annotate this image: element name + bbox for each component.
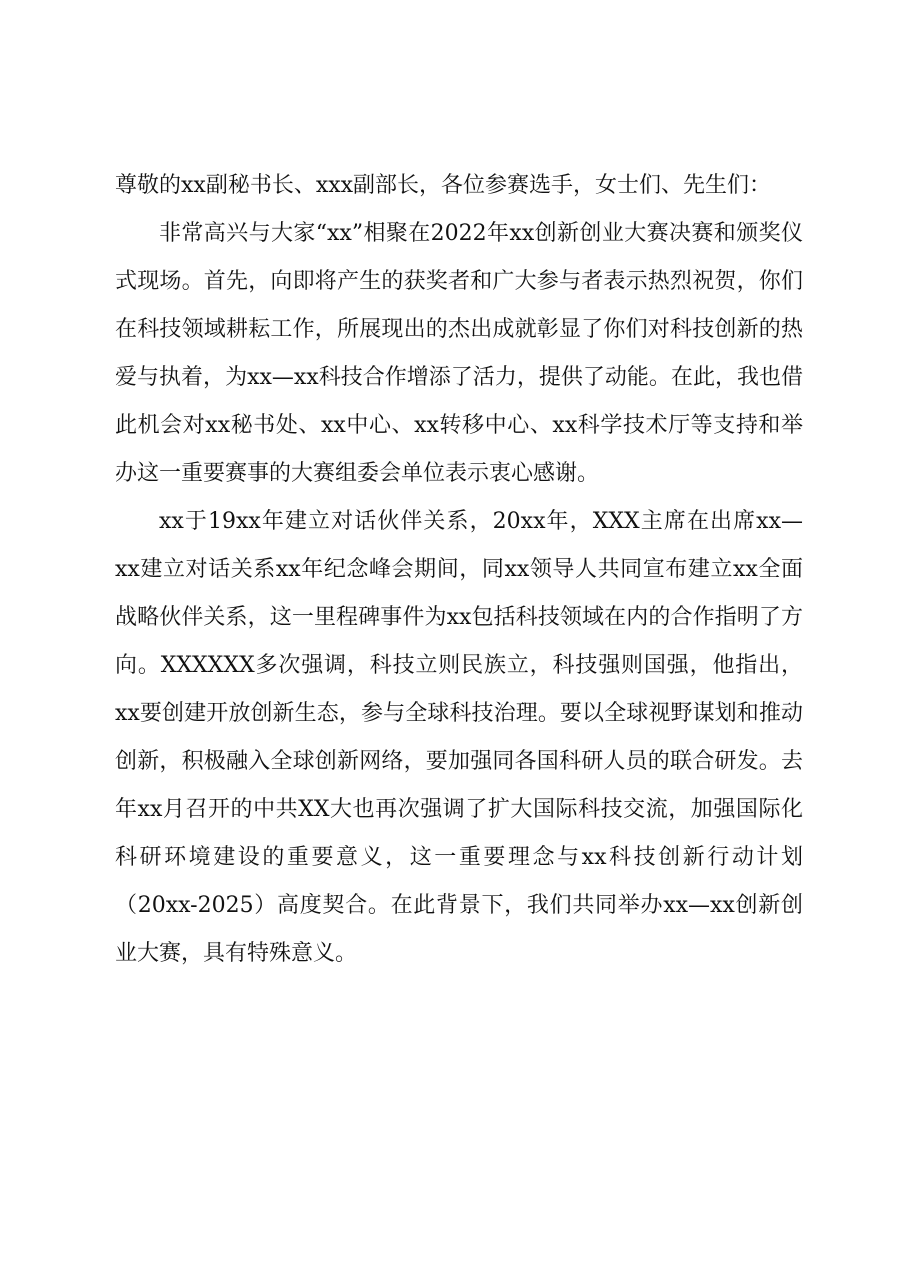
- paragraph-1: 非常高兴与大家“xx”相聚在2022年xx创新创业大赛决赛和颁奖仪式现场。首先，向即将产生的获奖者和广大参与者表示热烈祝贺，你们在科技领域耕耘工作，所展现出的杰出成就彰显了你们对科技创新的热爱与执着，为xx—xx科技合作增添了活力，提供了动能。在此，我也借此机会对xx秘书处、xx中心、xx转移中心、xx科学技术厅等支持和举办这一重要赛事的大赛组委会单位表示衷心感谢。: [115, 221, 803, 486]
- paragraph-2: xx于19xx年建立对话伙伴关系，20xx年，XXX主席在出席xx—xx建立对话关系xx年纪念峰会期间，同xx领导人共同宣布建立xx全面战略伙伴关系，这一里程碑事件为xx包括科技领域在内的合作指明了方向。XXXXXX多次强调，科技立则民族立，科技强则国强，他指出，xx要创建开放创新生态，参与全球科技治理。要以全球视野谋划和推动创新，积极融入全球创新网络，要加强同各国科研人员的联合研发。去年xx月召开的中共XX大也再次强调了扩大国际科技交流，加强国际化科研环境建设的重要意义，这一重要理念与xx科技创新行动计划（20xx-2025）高度契合。在此背景下，我们共同举办xx—xx创新创业大赛，具有特殊意义。: [115, 509, 803, 966]
- salutation: 尊敬的xx副秘书长、xxx副部长，各位参赛选手，女士们、先生们：: [115, 173, 772, 198]
- document-body: [115, 162, 803, 978]
